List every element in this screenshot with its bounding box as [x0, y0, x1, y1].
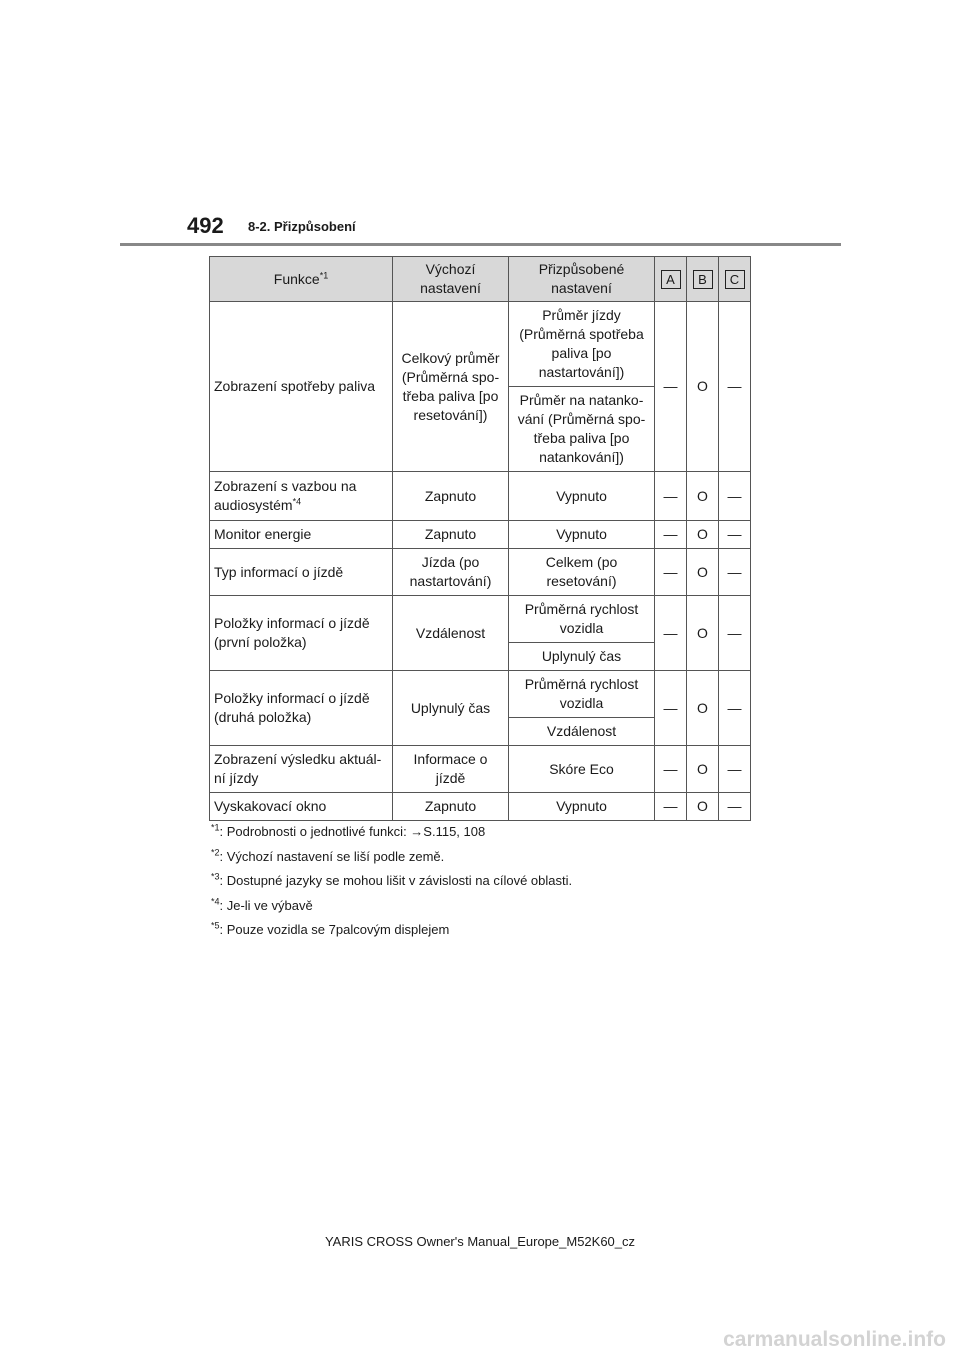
- cell-function: Monitor energie: [210, 521, 393, 549]
- settings-table: [209, 256, 751, 821]
- section-title: 8-2. Přizpůsobení: [248, 219, 356, 234]
- cell-a: —: [655, 596, 687, 671]
- footnote-4: [211, 898, 771, 923]
- cell-custom: Vypnuto: [509, 472, 655, 521]
- cell-custom: Průměr na natanko-vání (Průměrná spo-třeba paliva [po natankování]): [509, 387, 655, 472]
- cell-custom: Celkem (po resetování): [509, 549, 655, 596]
- footnote-5: [211, 922, 771, 947]
- cell-c: —: [719, 746, 751, 793]
- footnote-mark: *2: [211, 847, 220, 858]
- manual-footer: YARIS CROSS Owner's Manual_Europe_M52K60_cz: [324, 1234, 636, 1249]
- footnote-1: [211, 824, 771, 849]
- table-row: [210, 671, 751, 718]
- cell-a: —: [655, 671, 687, 746]
- table-row: [210, 549, 751, 596]
- table-row: [210, 793, 751, 821]
- table-row: [210, 472, 751, 521]
- cell-default: Zapnuto: [393, 521, 509, 549]
- cell-default: Vzdálenost: [393, 596, 509, 671]
- footnote-ref: *4: [292, 496, 302, 507]
- cell-custom: Vypnuto: [509, 793, 655, 821]
- footnote-mark: *5: [211, 920, 220, 931]
- cell-default: Informace o jízdě: [393, 746, 509, 793]
- cell-a: —: [655, 472, 687, 521]
- cell-a: —: [655, 746, 687, 793]
- cell-b: O: [687, 472, 719, 521]
- cell-b: O: [687, 302, 719, 472]
- cell-c: —: [719, 549, 751, 596]
- letter-b-box: B: [693, 270, 713, 289]
- letter-a-box: A: [661, 270, 681, 289]
- cell-b: O: [687, 596, 719, 671]
- footnotes: [211, 824, 771, 947]
- col-header-custom: Přizpůsobené nastavení: [509, 257, 655, 302]
- footnote-text: : Dostupné jazyky se mohou lišit v závislosti na cílové oblasti.: [219, 873, 573, 888]
- col-header-a: [655, 257, 687, 302]
- cell-c: —: [719, 671, 751, 746]
- cell-a: —: [655, 521, 687, 549]
- footnote-text: : Je-li ve výbavě: [219, 897, 313, 913]
- col-header-c: [719, 257, 751, 302]
- footnote-mark: *1: [211, 822, 220, 833]
- cell-b: O: [687, 746, 719, 793]
- cell-default: Jízda (po nastartování): [393, 549, 509, 596]
- watermark: carmanualsonline.info: [723, 1328, 946, 1351]
- cell-a: —: [655, 302, 687, 472]
- cell-function: Vyskakovací okno: [210, 793, 393, 821]
- cell-custom: Průměrná rychlost vozidla: [509, 596, 655, 643]
- cell-custom: Průměrná rychlost vozidla: [509, 671, 655, 718]
- cell-default: Celkový průměr (Průměrná spo-třeba paliva [po resetování]): [393, 302, 509, 472]
- table-row: [210, 302, 751, 387]
- cell-c: —: [719, 793, 751, 821]
- cell-function: Typ informací o jízdě: [210, 549, 393, 596]
- cell-b: O: [687, 549, 719, 596]
- cell-function: Zobrazení spotřeby paliva: [210, 302, 393, 472]
- cell-default: Zapnuto: [393, 793, 509, 821]
- footnote-2: [211, 849, 771, 874]
- cell-default: Zapnuto: [393, 472, 509, 521]
- table-row: [210, 746, 751, 793]
- cell-b: O: [687, 793, 719, 821]
- cell-c: —: [719, 302, 751, 472]
- cell-c: —: [719, 521, 751, 549]
- col-header-function: Funkce$^{*1}$: [210, 257, 393, 302]
- letter-c-box: C: [725, 270, 745, 289]
- cell-function: Zobrazení výsledku aktuál-ní jízdy: [210, 746, 393, 793]
- col-header-b: [687, 257, 719, 302]
- cell-custom: Uplynulý čas: [509, 643, 655, 671]
- footnote-mark: *4: [211, 896, 220, 907]
- cell-a: —: [655, 549, 687, 596]
- table-row: [210, 521, 751, 549]
- cell-function: Položky informací o jízdě (první položka): [210, 596, 393, 671]
- cell-b: O: [687, 671, 719, 746]
- table-row: [210, 596, 751, 643]
- cell-b: O: [687, 521, 719, 549]
- col-header-default: Výchozí nastavení: [393, 257, 509, 302]
- cell-a: —: [655, 793, 687, 821]
- cell-c: —: [719, 472, 751, 521]
- table-header-row: [210, 257, 751, 302]
- footnote-text: : Výchozí nastavení se liší podle země.: [219, 848, 445, 864]
- header-rule: [120, 243, 841, 246]
- footnote-ref: *1: [319, 269, 329, 280]
- footnote-3: [211, 873, 771, 898]
- cell-custom: Vypnuto: [509, 521, 655, 549]
- cell-custom: Průměr jízdy (Průměrná spotřeba paliva [po nastartování]): [509, 302, 655, 387]
- cell-default: Uplynulý čas: [393, 671, 509, 746]
- cell-custom: Vzdálenost: [509, 718, 655, 746]
- page-number: 492: [187, 213, 224, 238]
- cell-custom: Skóre Eco: [509, 746, 655, 793]
- cell-function: Položky informací o jízdě (druhá položka): [210, 671, 393, 746]
- cell-c: —: [719, 596, 751, 671]
- footnote-text: : Podrobnosti o jednotlivé funkci: →S.115, 108: [219, 824, 486, 839]
- footnote-mark: *3: [211, 871, 220, 882]
- footnote-text: : Pouze vozidla se 7palcovým displejem: [219, 922, 450, 937]
- cell-function: Zobrazení s vazbou na audiosystém$^{*4}$: [210, 472, 393, 521]
